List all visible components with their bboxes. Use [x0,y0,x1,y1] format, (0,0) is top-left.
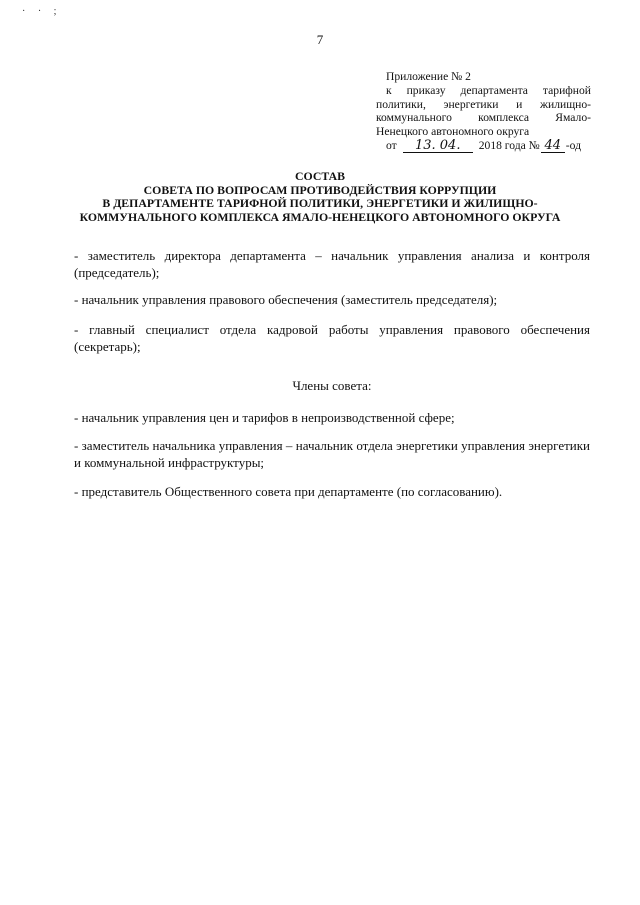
appendix-title: Приложение № 2 [386,70,471,83]
members-heading: Члены совета: [292,378,372,393]
heading-line-2: СОВЕТА ПО ВОПРОСАМ ПРОТИВОДЕЙСТВИЯ КОРРУПЦИИ [143,182,497,197]
leadership-item-chair: - заместитель директора департамента – начальник управления анализа и контроля (председатель); [74,248,590,280]
appendix-from-label: от [386,138,397,152]
appendix-line-4: Ненецкого автономного округа [376,125,530,139]
leadership-item-secretary: - главный специалист отдела кадровой работы управления правового обеспечения (секретарь); [74,322,590,354]
appendix-line-2: политики, энергетики и жилищно- [376,97,591,111]
appendix-block [376,70,591,153]
leadership-item-deputy: - начальник управления правового обеспечения (заместитель председателя); [74,292,498,307]
heading-line-4: КОММУНАЛЬНОГО КОМПЛЕКСА ЯМАЛО-НЕНЕЦКОГО АВТОНОМНОГО ОКРУГА [79,209,561,224]
member-item-prices: - начальник управления цен и тарифов в непроизводственной сфере; [74,410,455,425]
appendix-date-line [376,139,591,153]
scan-marks: · · ; [22,6,62,17]
heading-line-3: В ДЕПАРТАМЕНТЕ ТАРИФНОЙ ПОЛИТИКИ, ЭНЕРГЕТИКИ И ЖИЛИЩНО- [102,196,538,210]
appendix-line-3: коммунального комплекса Ямало- [376,111,591,125]
member-item-public-council: - представитель Общественного совета при департаменте (по согласованию). [74,484,503,499]
appendix-suffix: -од [565,138,581,152]
handwritten-order-number: 44 [541,140,565,153]
heading-line-1: СОСТАВ [294,169,346,183]
appendix-year-text: 2018 года № [478,138,540,152]
member-item-energy: - заместитель начальника управления – начальник отдела энергетики управления энергетики и коммунальной инфраструктуры; [74,438,590,470]
page-number: 7 [316,32,324,47]
appendix-line-1: к приказу департамента тарифной [386,83,591,97]
document-heading [0,170,640,224]
handwritten-date: 13. 04. [403,140,473,153]
